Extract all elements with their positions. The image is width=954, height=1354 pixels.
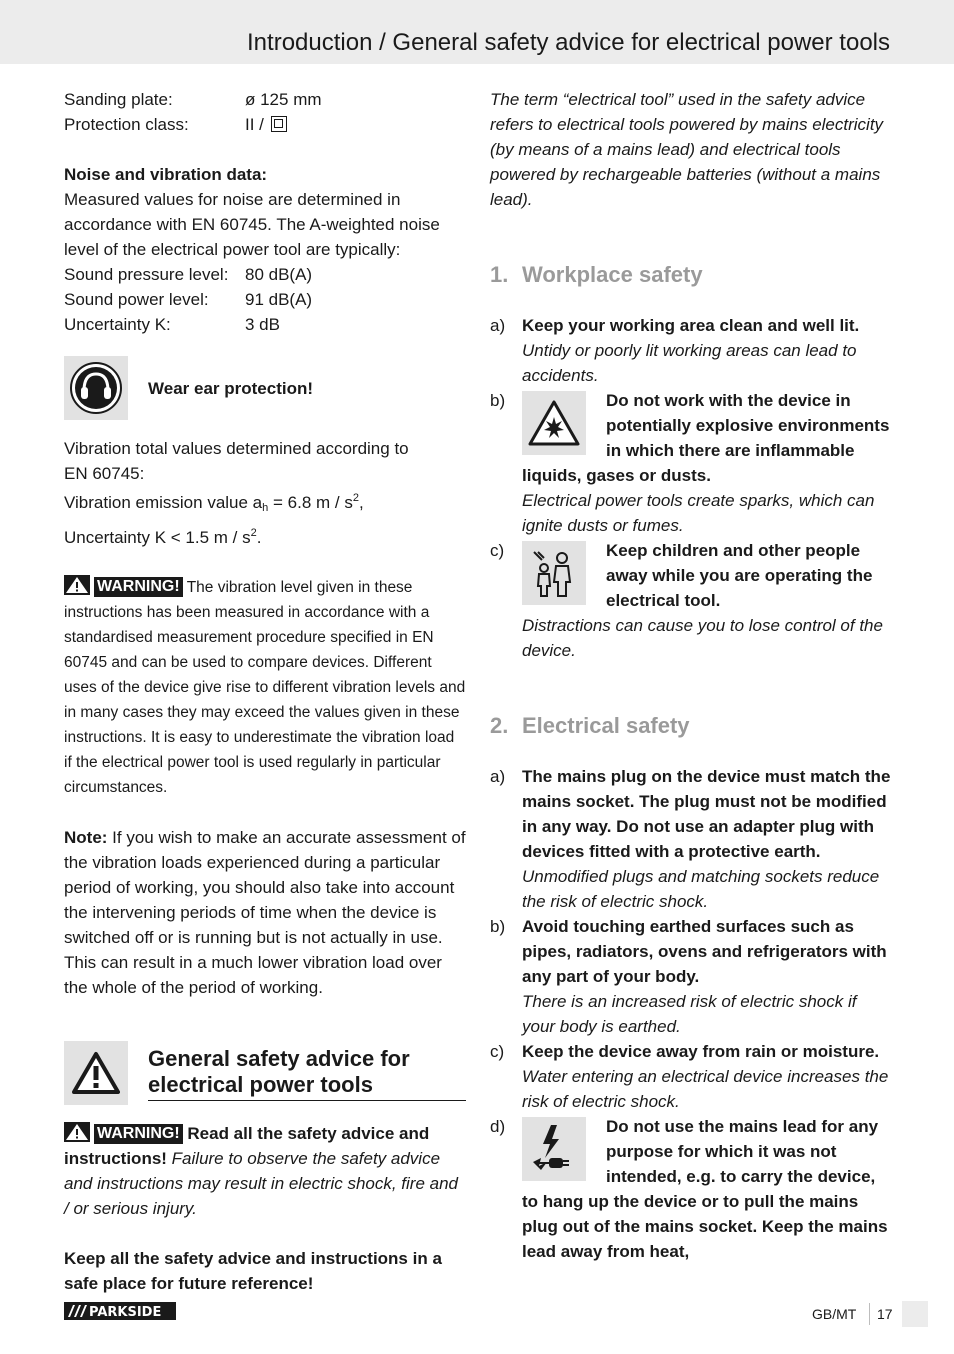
item-letter: a) <box>490 316 506 335</box>
list-item: c) Keep the device away from rain or moisture. Water entering an electrical device increases the risk of electric shock. <box>490 1039 892 1114</box>
item-letter: b) <box>490 391 506 410</box>
vibration-warning <box>64 575 466 800</box>
mains-lead-hazard-icon <box>522 1117 586 1181</box>
vibration-emission: Vibration emission value $a_h = 6.8$ m / $s^2$, <box>64 492 364 514</box>
parkside-logo-text: PARKSIDE <box>89 1305 162 1320</box>
footer-divider <box>869 1303 870 1325</box>
section-workplace-title: 1. Workplace safety <box>490 262 703 287</box>
list-item: a) The mains plug on the device must match the mains socket. The plug must not be modified in any way. Do not use an adapter plug with devices fitted with a protective earth. Unmodified plugs and matching sockets reduce the risk of electric shock. <box>490 764 892 914</box>
item-letter: b) <box>490 917 506 936</box>
vibration-uncertainty: Uncertainty K < 1.5 m / $s^2$. <box>64 527 262 547</box>
item-letter: c) <box>490 541 505 560</box>
warning-badge: WARNING! <box>94 577 183 597</box>
list-item: c) Keep children and other people away while you are operating the electrical tool. Distractions can cause you to lose control of the device. <box>490 538 892 663</box>
spec-row <box>64 87 466 112</box>
parkside-logo <box>64 1302 176 1320</box>
keep-children-away-icon <box>522 541 586 605</box>
vibration-line: Vibration total values determined according to <box>64 439 409 458</box>
noise-intro: Measured values for noise are determined in accordance with EN 60745. The A-weighted noise level of the electrical power tool are typically: <box>64 190 440 259</box>
warning-text: The vibration level given in these instructions has been measured in accordance with a standardised measurement procedure specified in EN 60745 and can be used to compare devices. Different uses of the device give rise to different vibration levels and in many cases they may exceed the values given in these instructions. It is easy to underestimate the vibration load if the electrical power tool is used regularly in particular circumstances. <box>64 579 466 796</box>
noise-row <box>64 262 466 287</box>
page-number: 17 <box>877 1306 893 1322</box>
term-definition: The term “electrical tool” used in the safety advice refers to electrical tools powered by mains electricity (by means of a mains lead) and electrical tools powered by rechargeable batteries (without a mains lead). <box>490 90 884 209</box>
general-warning <box>64 1121 466 1221</box>
footer-language-code: GB/MT <box>812 1306 857 1322</box>
noise-label: Sound pressure level: <box>64 265 229 284</box>
ear-protection-icon <box>64 356 128 420</box>
noise-value: 80 dB(A) <box>245 265 313 284</box>
item-letter: a) <box>490 767 506 786</box>
right-column <box>490 87 892 1264</box>
noise-heading: Noise and vibration data: <box>64 165 268 184</box>
warning-triangle-icon <box>64 575 90 595</box>
spec-row <box>64 112 466 137</box>
left-column <box>64 87 466 1296</box>
general-warning-icon <box>64 1041 128 1105</box>
spec-value: II / <box>245 112 287 137</box>
noise-value: 3 dB <box>245 315 280 334</box>
noise-value: 91 dB(A) <box>245 290 313 309</box>
list-item: a) Keep your working area clean and well lit. Untidy or poorly lit working areas can lead to accidents. <box>490 313 892 388</box>
list-item: b) Avoid touching earthed surfaces such as pipes, radiators, ovens and refrigerators with any part of your body. There is an increased risk of electric shock if your body is earthed. <box>490 914 892 1039</box>
list-item: d) Do not use the mains lead for any purpose for which it was not intended, e.g. to carry the device, to hang up the device or to pull the mains plug out of the mains socket. Keep the mains lead away from heat, <box>490 1114 892 1264</box>
section-electrical-title: 2. Electrical safety <box>490 713 690 738</box>
ear-protection-notice <box>64 356 466 420</box>
general-safety-title: General safety advice for electrical power tools <box>148 1046 466 1101</box>
footer-tab <box>902 1301 928 1327</box>
ear-protection-label: Wear ear protection! <box>148 378 314 398</box>
noise-row <box>64 312 466 337</box>
item-letter: d) <box>490 1117 506 1136</box>
warning-badge: WARNING! <box>94 1124 183 1144</box>
note-label: Note: <box>64 828 108 847</box>
general-warning-bold: Read all the safety advice and instructions! <box>64 1124 430 1168</box>
noise-row <box>64 287 466 312</box>
note-paragraph <box>64 825 466 1000</box>
protection-class-ii-icon <box>271 116 287 132</box>
note-text: If you wish to make an accurate assessment of the vibration loads experienced during a particular period of working, you should also take into account the intervening periods of time when the device is switched off or is running but is not actually in use. This can result in a much lower vibration load over the whole of the period of working. <box>64 828 466 997</box>
warning-triangle-icon <box>64 1122 90 1142</box>
general-warning-italic: Failure to observe the safety advice and instructions may result in electric shock, fire and / or serious injury. <box>64 1149 459 1218</box>
vibration-line: EN 60745: <box>64 464 145 483</box>
noise-label: Uncertainty K: <box>64 315 171 334</box>
page-title: Introduction / General safety advice for electrical power tools <box>247 29 890 56</box>
explosion-hazard-icon <box>522 391 586 455</box>
keep-instructions: Keep all the safety advice and instructions in a safe place for future reference! <box>64 1249 442 1293</box>
general-safety-heading <box>64 1041 466 1105</box>
spec-value: ø 125 mm <box>245 90 322 109</box>
list-item: b) Do not work with the device in potentially explosive environments in which there are inflammable liquids, gases or dusts. Electrical power tools create sparks, which can ignite dusts or fumes. <box>490 388 892 538</box>
item-letter: c) <box>490 1042 505 1061</box>
noise-label: Sound power level: <box>64 290 209 309</box>
spec-label: Protection class: <box>64 115 189 134</box>
spec-label: Sanding plate: <box>64 90 173 109</box>
